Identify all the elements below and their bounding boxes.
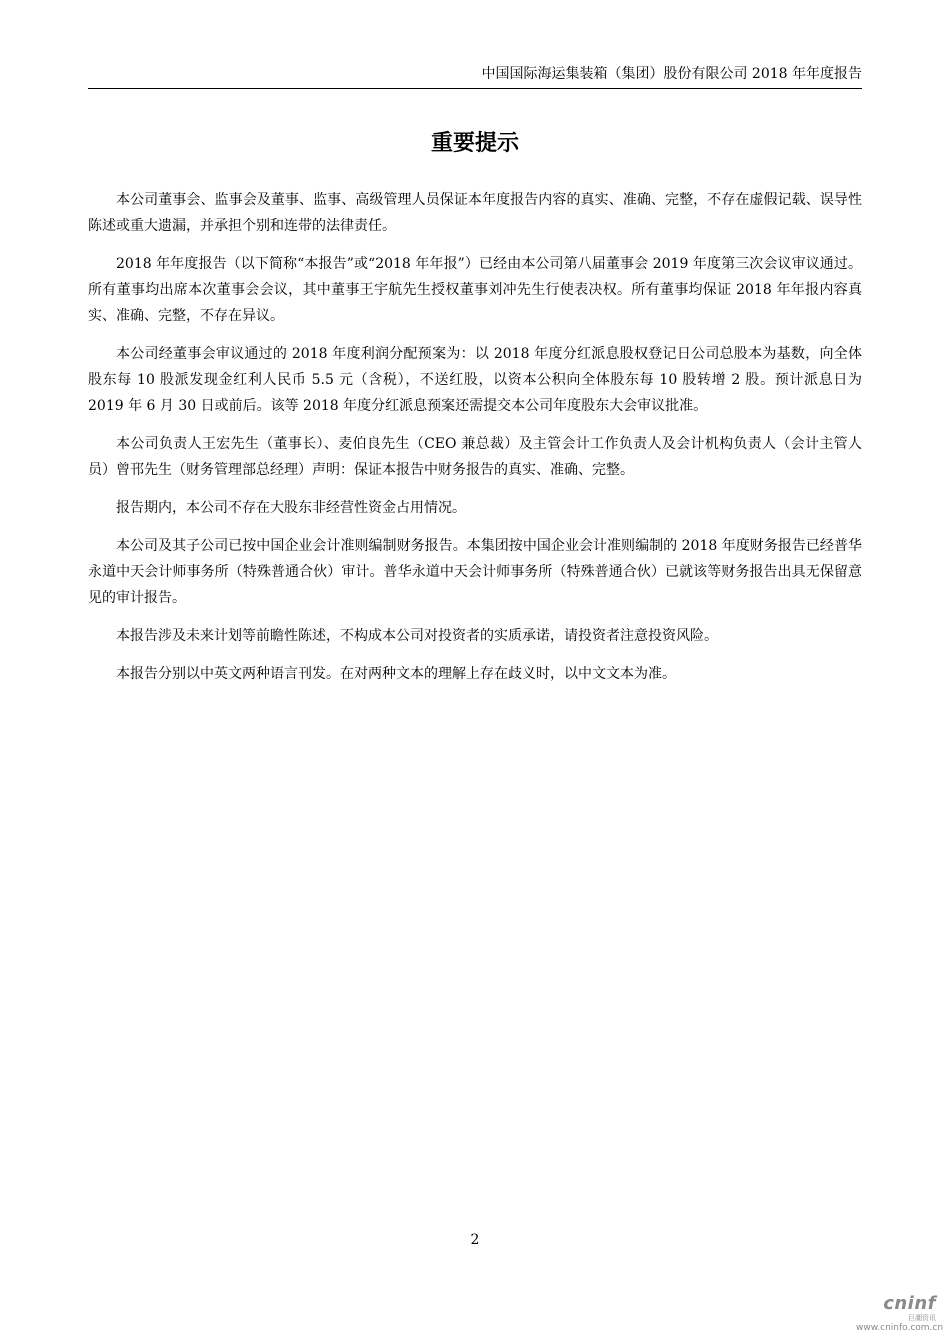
cninfo-url: www.cninfo.com.cn	[856, 1323, 944, 1333]
cninfo-subtitle: 巨潮资讯	[908, 1314, 936, 1322]
body-text	[88, 187, 862, 699]
paragraph-fund-occupation: 报告期内，本公司不存在大股东非经营性资金占用情况。	[116, 500, 466, 516]
page-title: 重要提示	[430, 131, 519, 156]
cninfo-watermark	[856, 1293, 944, 1334]
paragraph-profit-distribution: 本公司经董事会审议通过的 2018 年度利润分配预案为：以 2018 年度分红派息股权登记日公司总股本为基数，向全体股东每 10 股派发现金红利人民币 5.5 元（含税），不送红股，以资本公积向全体股东每 10 股转增 2 股。预计派息日为 2019 年 6 月 30 日或前后。该等 2018 年度分红派息预案还需提交本公司年度股东大会审议批准。	[88, 346, 862, 414]
paragraph-responsibility: 本公司董事会、监事会及董事、监事、高级管理人员保证本年度报告内容的真实、准确、完整，不存在虚假记载、误导性陈述或重大遗漏，并承担个别和连带的法律责任。	[88, 192, 862, 234]
paragraph-audit: 本公司及其子公司已按中国企业会计准则编制财务报告。本集团按中国企业会计准则编制的 2018 年度财务报告已经普华永道中天会计师事务所（特殊普通合伙）审计。普华永道中天会计师事务所（特殊普通合伙）已就该等财务报告出具无保留意见的审计报告。	[88, 538, 862, 606]
paragraph-management-statement: 本公司负责人王宏先生（董事长）、麦伯良先生（CEO 兼总裁）及主管会计工作负责人及会计机构负责人（会计主管人员）曾邗先生（财务管理部总经理）声明：保证本报告中财务报告的真实、准确、完整。	[88, 436, 862, 478]
paragraph-language: 本报告分别以中英文两种语言刊发。在对两种文本的理解上存在歧义时，以中文文本为准。	[116, 666, 676, 682]
page-header: 中国国际海运集装箱（集团）股份有限公司 2018 年年度报告	[88, 60, 862, 89]
paragraph-board-approval: 2018 年年度报告（以下简称“本报告”或“2018 年年报”）已经由本公司第八届董事会 2019 年度第三次会议审议通过。所有董事均出席本次董事会会议，其中董事王宇航先生授权董事刘冲先生行使表决权。所有董事均保证 2018 年年报内容真实、准确、完整，不存在异议。	[88, 256, 862, 324]
page-number: 2	[470, 1232, 480, 1248]
cninfo-logo: cninf	[883, 1293, 936, 1314]
paragraph-forward-looking: 本报告涉及未来计划等前瞻性陈述，不构成本公司对投资者的实质承诺，请投资者注意投资风险。	[116, 628, 718, 644]
